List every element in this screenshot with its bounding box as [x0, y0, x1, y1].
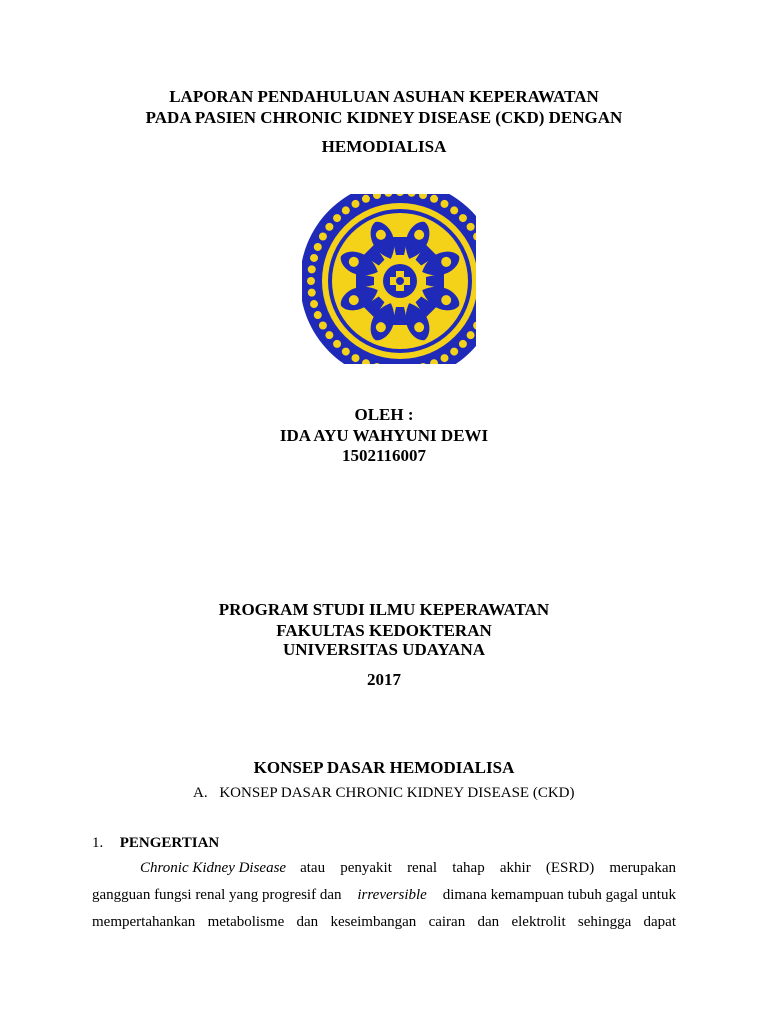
point-number: 1.	[92, 835, 104, 851]
paragraph-line-3: mempertahankan metabolisme dan keseimbangan cairan dan elektrolit sehingga dapat	[92, 914, 676, 930]
university-name: UNIVERSITAS UDAYANA	[282, 640, 485, 659]
paragraph-line-2	[92, 882, 676, 909]
university-seal-icon	[302, 194, 476, 364]
by-label: OLEH :	[354, 405, 414, 424]
section-title: KONSEP DASAR HEMODIALISA	[253, 758, 515, 777]
year: 2017	[367, 670, 401, 689]
definition-paragraph	[92, 855, 676, 936]
author-nim: 1502116007	[341, 446, 427, 465]
document-title-line-1: LAPORAN PENDAHULUAN ASUHAN KEPERAWATAN	[169, 87, 599, 106]
point-heading	[92, 835, 219, 852]
term-irreversible: irreversible	[357, 887, 427, 903]
faculty: FAKULTAS KEDOKTERAN	[276, 621, 492, 640]
paragraph-line-1	[92, 855, 676, 882]
document-title-line-3: HEMODIALISA	[321, 137, 447, 156]
author-name: IDA AYU WAHYUNI DEWI	[279, 426, 489, 445]
subsection-number: A.	[193, 785, 208, 801]
paragraph-line-2-text-a: gangguan fungsi renal yang progresif dan	[92, 887, 342, 903]
paragraph-line-2-text-b: dimana kemampuan tubuh gagal untuk	[442, 887, 676, 903]
subsection-heading	[193, 785, 575, 802]
subsection-title: KONSEP DASAR CHRONIC KIDNEY DISEASE (CKD)	[219, 785, 575, 801]
document-title-line-2: PADA PASIEN CHRONIC KIDNEY DISEASE (CKD) DENGAN	[145, 108, 623, 127]
paragraph-line-1-text: atau penyakit renal tahap akhir (ESRD) merupakan	[300, 860, 676, 876]
term-ckd: Chronic Kidney Disease	[140, 860, 287, 876]
study-program: PROGRAM STUDI ILMU KEPERAWATAN	[218, 600, 550, 619]
point-title: PENGERTIAN	[119, 835, 220, 851]
